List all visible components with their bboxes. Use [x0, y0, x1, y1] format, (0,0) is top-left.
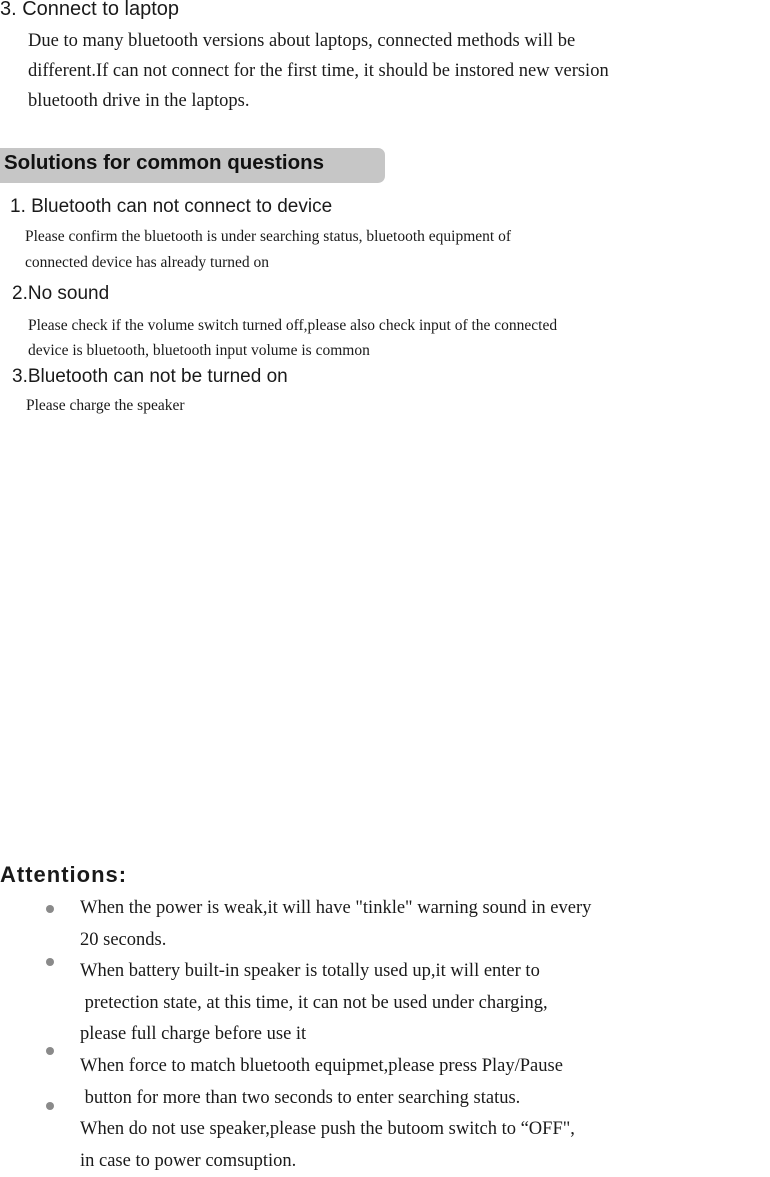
attention-line: 20 seconds. [80, 929, 167, 950]
bullet-icon [46, 1102, 54, 1110]
attention-line: pretection state, at this time, it can not be used under charging, [80, 992, 548, 1013]
attention-line: button for more than two seconds to enter searching status. [80, 1087, 521, 1108]
attention-line: When battery built-in speaker is totally used up,it will enter to [80, 961, 540, 982]
text-line: different.If can not connect for the first time, it should be instored new version [28, 61, 609, 81]
attentions-heading: Attentions: [0, 862, 128, 887]
text-line: bluetooth drive in the laptops. [28, 91, 250, 111]
question-2-answer [28, 313, 557, 363]
attention-line: When the power is weak,it will have "tinkle" warning sound in every [80, 898, 592, 918]
attention-line: please full charge before use it [80, 1024, 307, 1045]
attentions-list [80, 893, 770, 1177]
question-1-answer [25, 224, 511, 276]
question-3-title: 3.Bluetooth can not be turned on [12, 366, 288, 387]
question-2-title: 2.No sound [12, 283, 110, 304]
text-line: Due to many bluetooth versions about laptops, connected methods will be [28, 31, 576, 51]
connect-laptop-text [28, 26, 770, 116]
attention-line: in case to power comsuption. [80, 1150, 297, 1171]
text-line: connected device has already turned on [25, 254, 270, 271]
question-3-answer [26, 393, 185, 419]
attention-line: When force to match bluetooth equipmet,please press Play/Pause [80, 1055, 563, 1076]
solutions-heading: Solutions for common questions [4, 151, 325, 174]
text-line: Please confirm the bluetooth is under searching status, bluetooth equipment of [25, 228, 511, 245]
text-line: Please check if the volume switch turned off,please also check input of the connected [28, 317, 558, 334]
bullet-icon [46, 905, 54, 913]
bullet-icon [46, 958, 54, 966]
text-line: Please charge the speaker [26, 397, 185, 414]
connect-laptop-heading: 3. Connect to laptop [0, 0, 180, 20]
attention-line: When do not use speaker,please push the butoom switch to “OFF", [80, 1119, 575, 1140]
question-1-title: 1. Bluetooth can not connect to device [10, 196, 333, 217]
bullet-icon [46, 1047, 54, 1055]
text-line: device is bluetooth, bluetooth input volume is common [28, 342, 370, 359]
